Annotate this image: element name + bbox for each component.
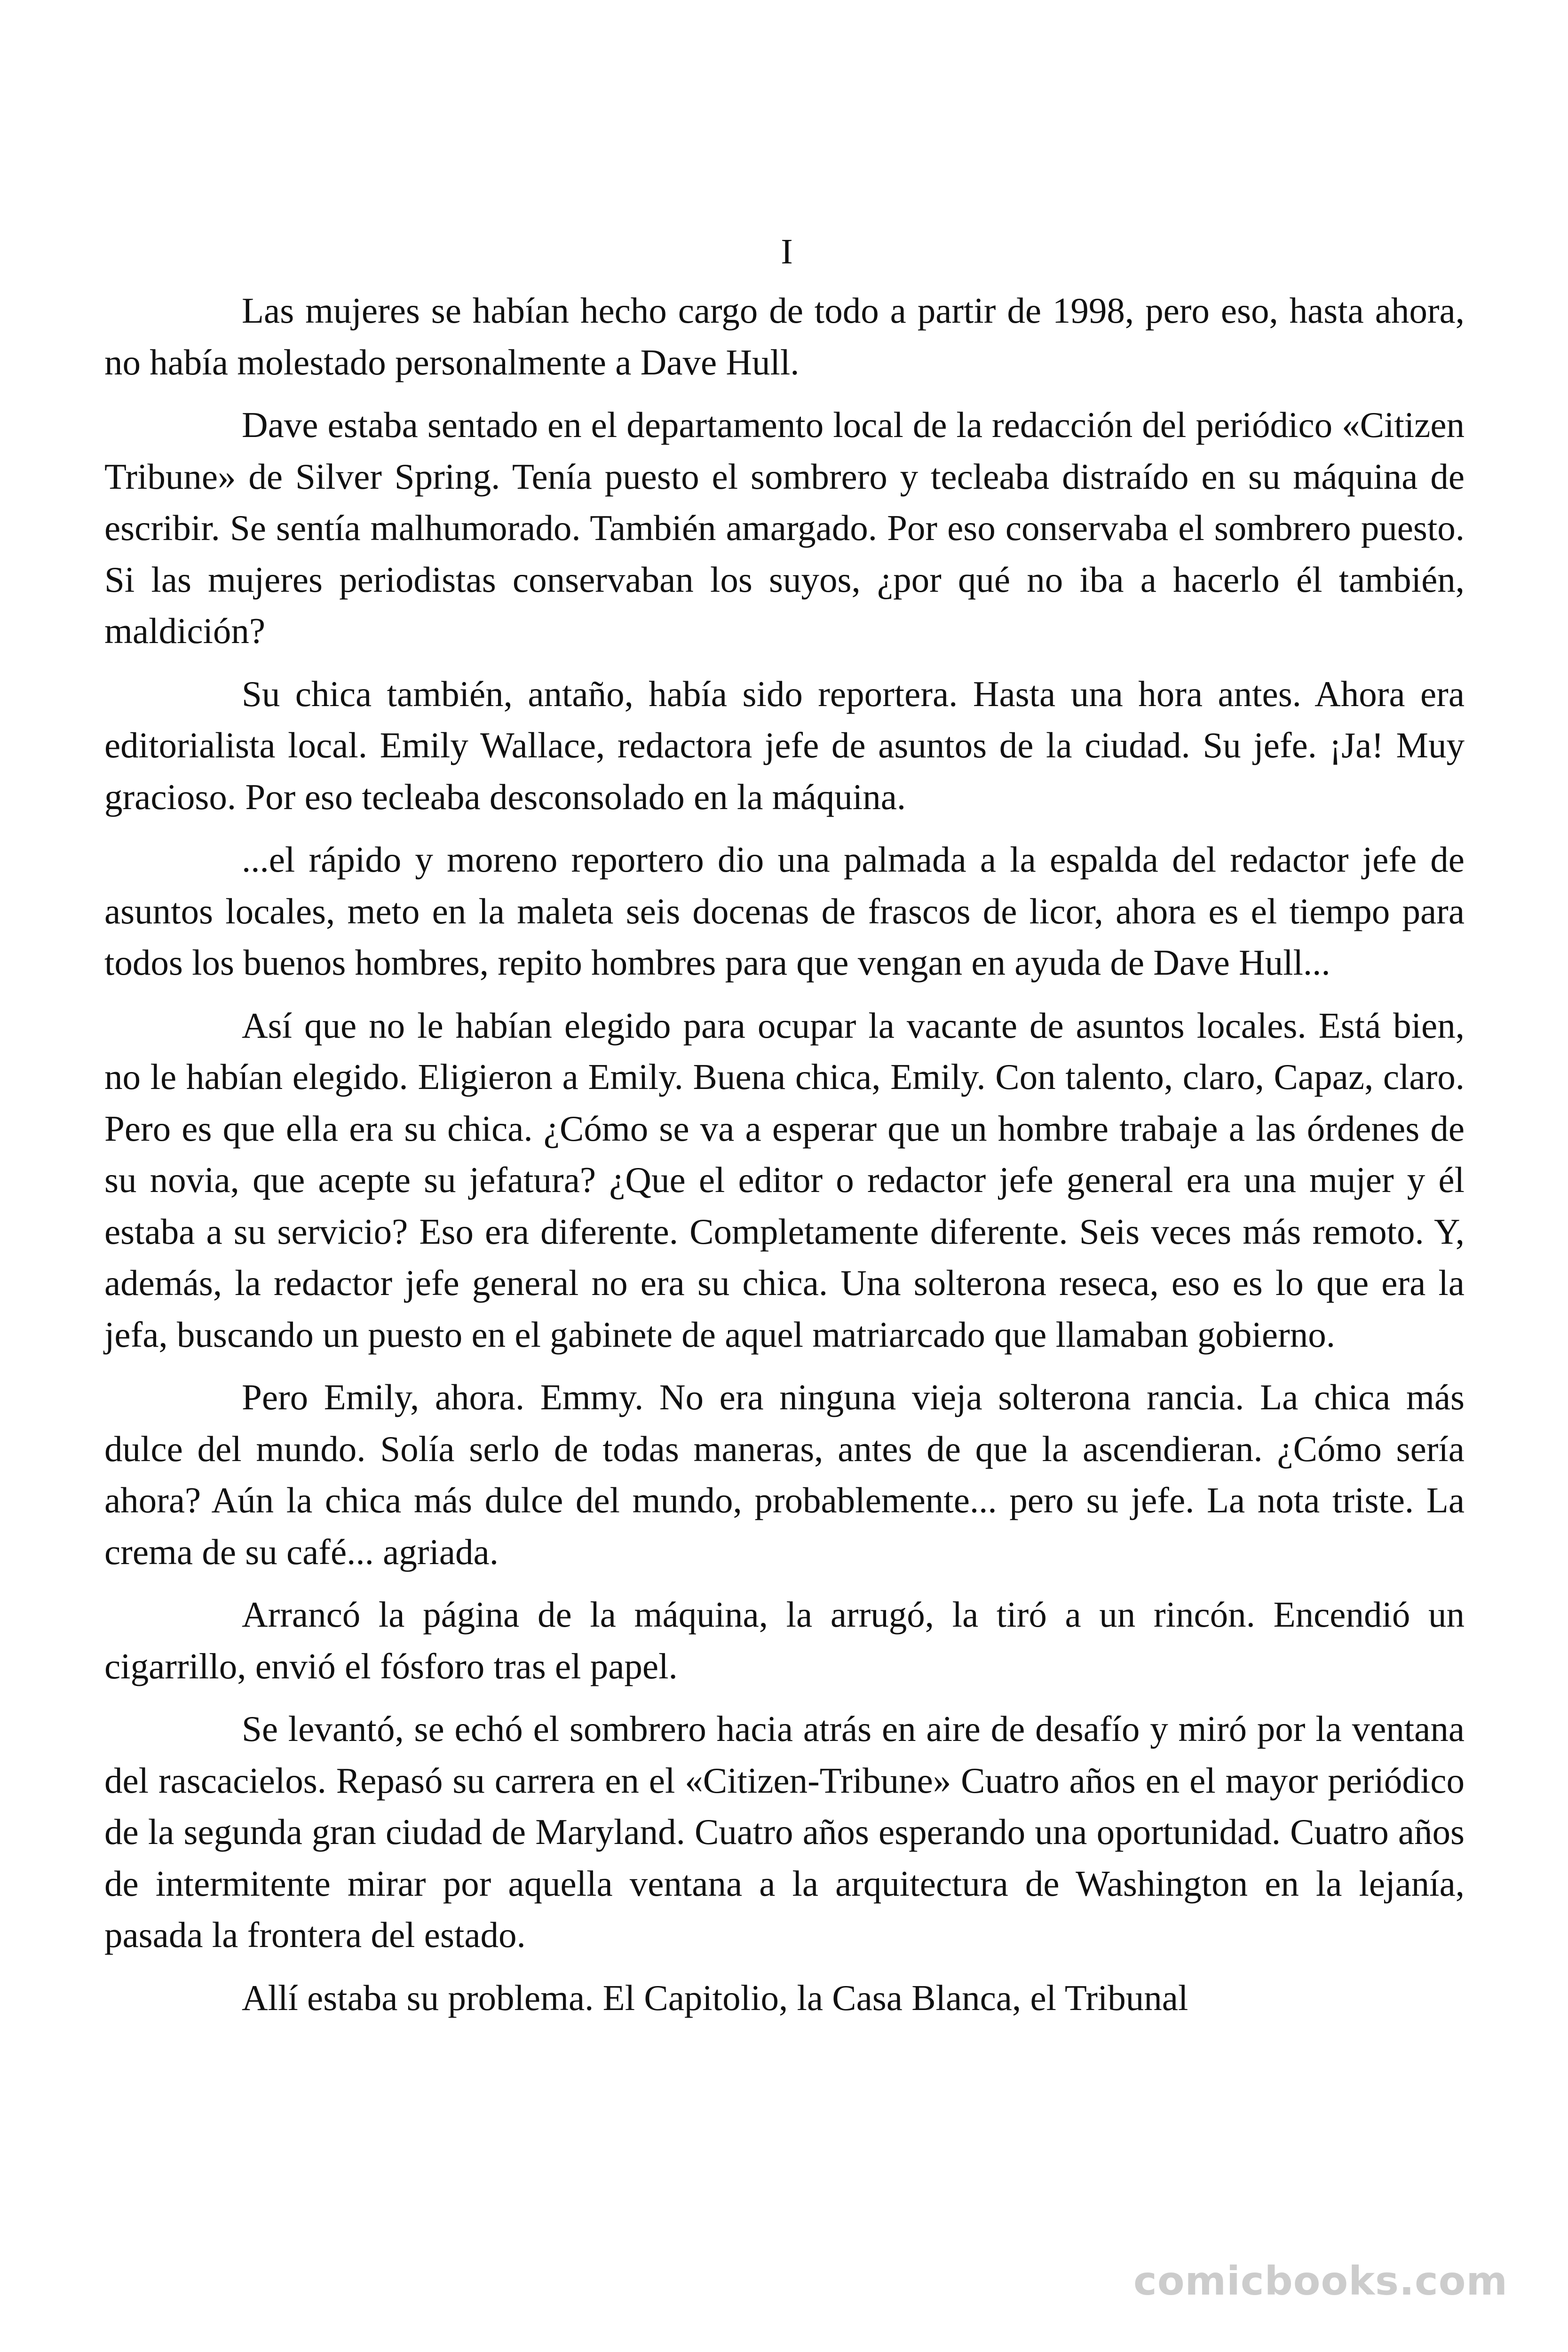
paragraph: Allí estaba su problema. El Capitolio, la Casa Blanca, el Tribunal [242, 1977, 1188, 2018]
paragraph: ...el rápido y moreno reportero dio una palmada a la espalda del redactor jefe de asuntos locales, meto en la maleta seis docenas de frascos de licor, ahora es el tiempo para todos los buenos hombres, repito hombres para que vengan en ayuda de Dave Hull... [104, 839, 1465, 983]
paragraph: Arrancó la página de la máquina, la arrugó, la tiró a un rincón. Encendió un cigarrillo, envió el fósforo tras el papel. [104, 1594, 1465, 1686]
paragraph: Se levantó, se echó el sombrero hacia atrás en aire de desafío y miró por la ventana del rascacielos. Repasó su carrera en el «Citizen-Tribune» Cuatro años en el mayor periódico de la segunda gran ciudad de Maryland. Cuatro años esperando una oportunidad. Cuatro años de intermitente mirar por aquella ventana a la arquitectura de Washington en la lejanía, pasada la frontera del estado. [104, 1708, 1465, 1955]
paragraph: Su chica también, antaño, había sido reportera. Hasta una hora antes. Ahora era editorialista local. Emily Wallace, redactora jefe de asuntos de la ciudad. Su jefe. ¡Ja! Muy gracioso. Por eso tecleaba desconsolado en la máquina. [104, 673, 1465, 817]
paragraph: Dave estaba sentado en el departamento local de la redacción del periódico «Citizen Tribune» de Silver Spring. Tenía puesto el sombrero y tecleaba distraído en su máquina de escribir. Se sentía malhumorado. También amargado. Por eso conservaba el sombrero puesto. Si las mujeres periodistas conservaban los suyos, ¿por qué no iba a hacerlo él también, maldición? [104, 405, 1465, 651]
chapter-heading: I [781, 232, 793, 271]
paragraph: Pero Emily, ahora. Emmy. No era ninguna vieja solterona rancia. La chica más dulce del mundo. Solía serlo de todas maneras, antes de que la ascendieran. ¿Cómo sería ahora? Aún la chica más dulce del mundo, probablemente... pero su jefe. La nota triste. La crema de su café... agriada. [104, 1377, 1465, 1572]
page-text-block [104, 226, 1465, 2035]
watermark: comicbooks.com [1133, 2258, 1508, 2304]
paragraph: Así que no le habían elegido para ocupar la vacante de asuntos locales. Está bien, no le habían elegido. Eligieron a Emily. Buena chica, Emily. Con talento, claro, Capaz, claro. Pero es que ella era su chica. ¿Cómo se va a esperar que un hombre trabaje a las órdenes de su novia, que acepte su jefatura? ¿Que el editor o redactor jefe general era una mujer y él estaba a su servicio? Eso era diferente. Completamente diferente. Seis veces más remoto. Y, además, la redactor jefe general no era su chica. Una solterona reseca, eso es lo que era la jefa, buscando un puesto en el gabinete de aquel matriarcado que llamaban gobierno. [104, 1005, 1465, 1355]
paragraph: Las mujeres se habían hecho cargo de todo a partir de 1998, pero eso, hasta ahora, no había molestado personalmente a Dave Hull. [104, 290, 1465, 382]
